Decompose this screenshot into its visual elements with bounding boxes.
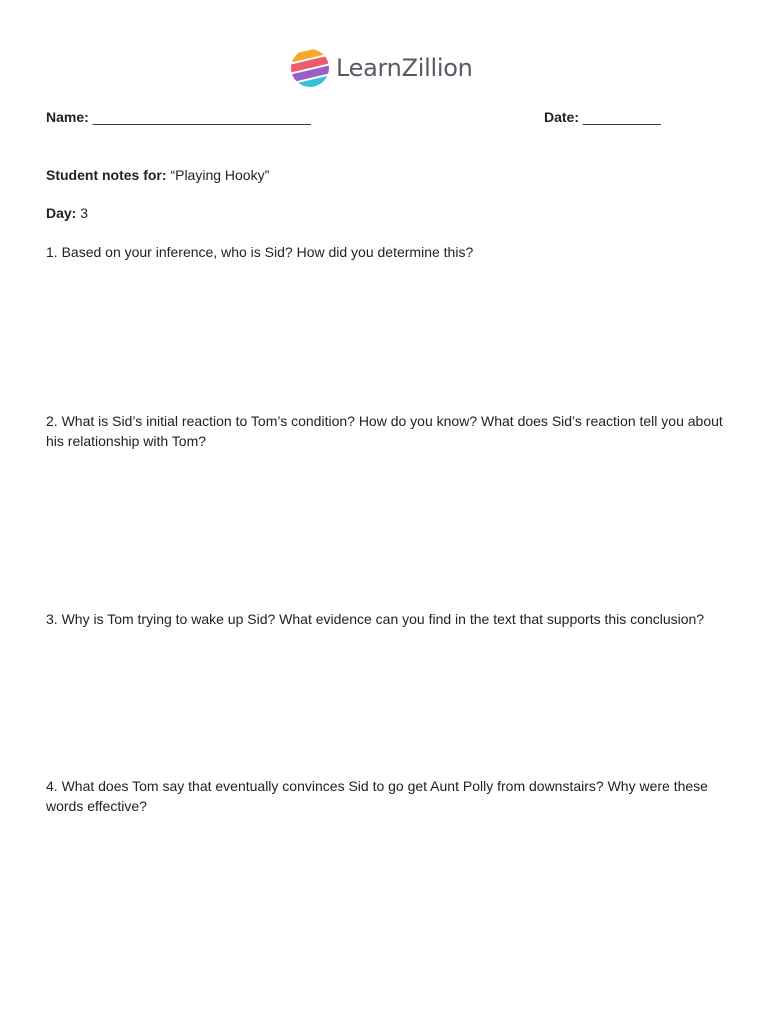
date-label: Date: <box>544 109 580 125</box>
student-notes-line <box>46 165 269 185</box>
question-2: 2. What is Sid’s initial reaction to Tom’s condition? How do you know? What does Sid’s reaction tell you about his relationship with Tom? <box>46 413 723 449</box>
learnzillion-logo <box>290 46 473 90</box>
student-notes-label: Student notes for: <box>46 167 167 183</box>
day-line <box>46 203 88 223</box>
logo-text: LearnZillion <box>336 54 473 82</box>
name-field <box>46 107 311 127</box>
date-blank: __________ <box>582 109 661 125</box>
day-label: Day: <box>46 205 77 221</box>
student-notes-title: “Playing Hooky” <box>170 167 270 183</box>
question-4: 4. What does Tom say that eventually convinces Sid to go get Aunt Polly from downstairs? Why were these words effective? <box>46 778 708 814</box>
date-field <box>544 107 661 127</box>
question-1: 1. Based on your inference, who is Sid? How did you determine this? <box>46 244 474 260</box>
name-label: Name: <box>46 109 89 125</box>
name-blank: ____________________________ <box>92 109 311 125</box>
learnzillion-logo-icon <box>290 47 330 89</box>
question-3: 3. Why is Tom trying to wake up Sid? What evidence can you find in the text that supports this conclusion? <box>46 611 705 627</box>
day-value: 3 <box>80 205 89 221</box>
